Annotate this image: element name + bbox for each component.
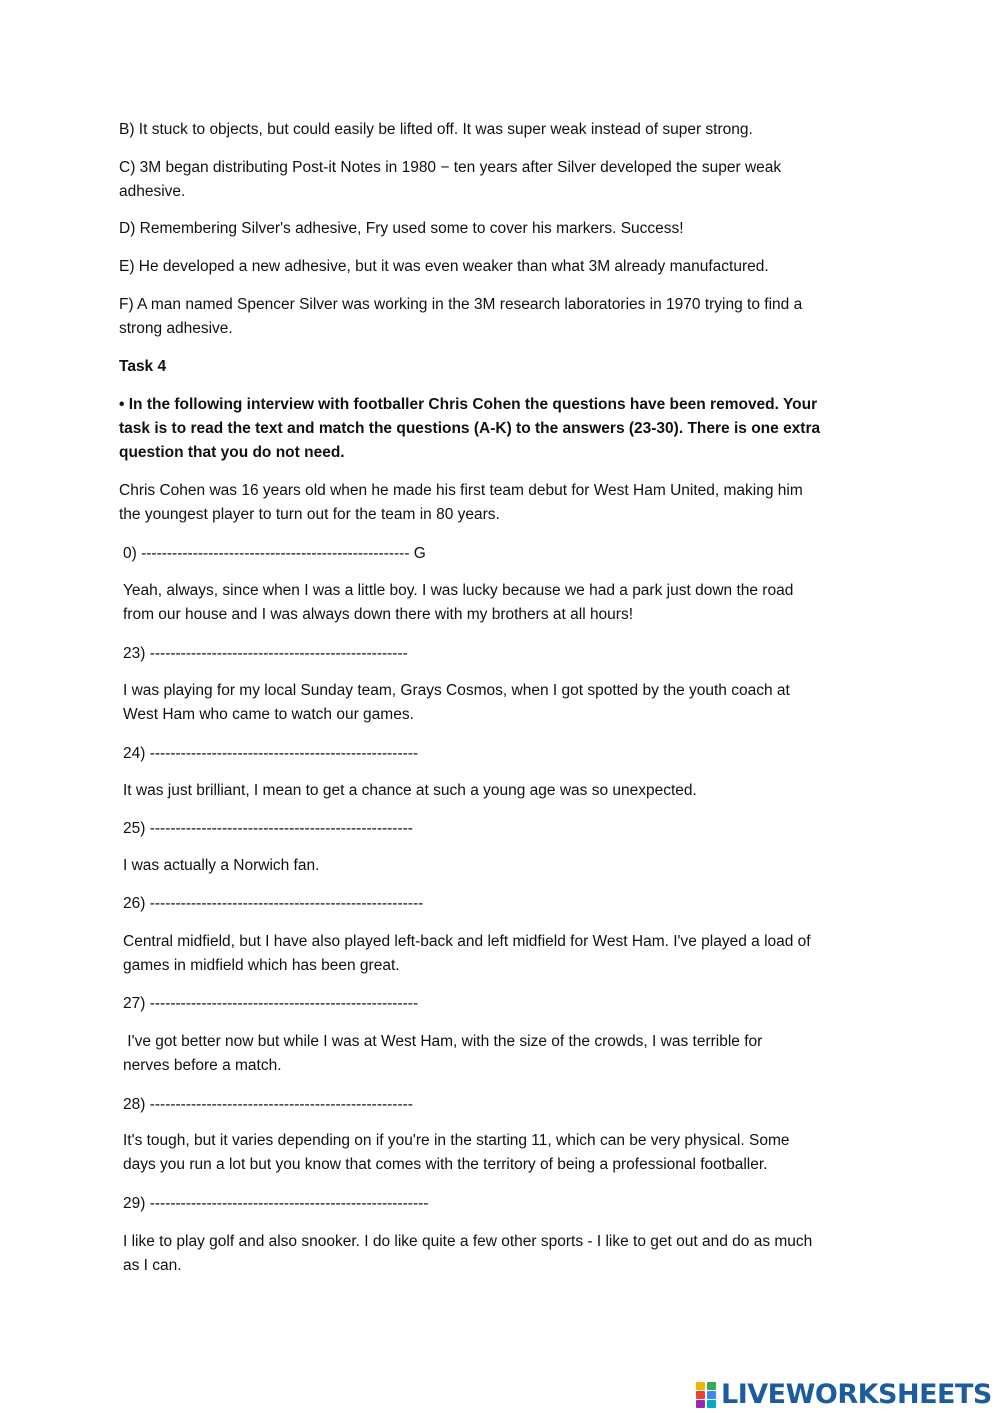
task-title: Task 4 bbox=[119, 358, 167, 375]
instructions-line3: question that you do not need. bbox=[119, 444, 345, 461]
option-c-line2: adhesive. bbox=[119, 183, 186, 200]
option-f-line1: F) A man named Spencer Silver was working in the 3M research laboratories in 1970 trying to find a bbox=[119, 296, 803, 313]
answer-23-line2: West Ham who came to watch our games. bbox=[123, 706, 414, 723]
answer-26-line1: Central midfield, but I have also played left-back and left midfield for West Ham. I've played a load of bbox=[123, 933, 811, 950]
answer-24: It was just brilliant, I mean to get a chance at such a young age was so unexpected. bbox=[123, 782, 697, 799]
answer-27-line2: nerves before a match. bbox=[123, 1057, 282, 1074]
answer-0-line1: Yeah, always, since when I was a little boy. I was lucky because we had a park just down the road bbox=[123, 582, 794, 599]
question-24-blank[interactable]: 24) ---------------------------------------------------- bbox=[123, 745, 419, 762]
answer-29-line1: I like to play golf and also snooker. I do like quite a few other sports - I like to get out and do as much bbox=[123, 1233, 813, 1250]
option-d: D) Remembering Silver's adhesive, Fry used some to cover his markers. Success! bbox=[119, 220, 684, 237]
answer-26-line2: games in midfield which has been great. bbox=[123, 957, 400, 974]
answer-29-line2: as I can. bbox=[123, 1257, 182, 1274]
question-28-blank[interactable]: 28) --------------------------------------------------- bbox=[123, 1096, 413, 1113]
question-26-blank[interactable]: 26) ----------------------------------------------------- bbox=[123, 895, 424, 912]
question-25-blank[interactable]: 25) --------------------------------------------------- bbox=[123, 820, 413, 837]
liveworksheets-logo bbox=[696, 1378, 992, 1410]
answer-0-line2: from our house and I was always down there with my brothers at all hours! bbox=[123, 606, 634, 623]
liveworksheets-logo-icon bbox=[696, 1380, 718, 1408]
option-b: B) It stuck to objects, but could easily be lifted off. It was super weak instead of super strong. bbox=[119, 121, 753, 138]
question-29-blank[interactable]: 29) ------------------------------------------------------ bbox=[123, 1195, 429, 1212]
instructions-line1: • In the following interview with footballer Chris Cohen the questions have been removed. Your bbox=[119, 396, 818, 413]
answer-28-line2: days you run a lot but you know that comes with the territory of being a professional footballer. bbox=[123, 1156, 768, 1173]
answer-23-line1: I was playing for my local Sunday team, Grays Cosmos, when I got spotted by the youth coach at bbox=[123, 682, 790, 699]
intro-line1: Chris Cohen was 16 years old when he made his first team debut for West Ham United, making him bbox=[119, 482, 803, 499]
option-e: E) He developed a new adhesive, but it was even weaker than what 3M already manufactured. bbox=[119, 258, 769, 275]
option-f-line2: strong adhesive. bbox=[119, 320, 233, 337]
instructions-line2: task is to read the text and match the questions (A-K) to the answers (23-30). There is one extra bbox=[119, 420, 821, 437]
answer-27-line1: I've got better now but while I was at West Ham, with the size of the crowds, I was terrible for bbox=[123, 1033, 763, 1050]
option-c-line1: C) 3M began distributing Post-it Notes in 1980 − ten years after Silver developed the super weak bbox=[119, 159, 782, 176]
answer-28-line1: It's tough, but it varies depending on if you're in the starting 11, which can be very physical. Some bbox=[123, 1132, 790, 1149]
question-23-blank[interactable]: 23) -------------------------------------------------- bbox=[123, 645, 408, 662]
intro-line2: the youngest player to turn out for the team in 80 years. bbox=[119, 506, 500, 523]
question-0-example: 0) ---------------------------------------------------- G bbox=[123, 545, 426, 562]
answer-25: I was actually a Norwich fan. bbox=[123, 857, 320, 874]
question-27-blank[interactable]: 27) ---------------------------------------------------- bbox=[123, 995, 419, 1012]
logo-text: LIVEWORKSHEETS bbox=[721, 1378, 992, 1410]
